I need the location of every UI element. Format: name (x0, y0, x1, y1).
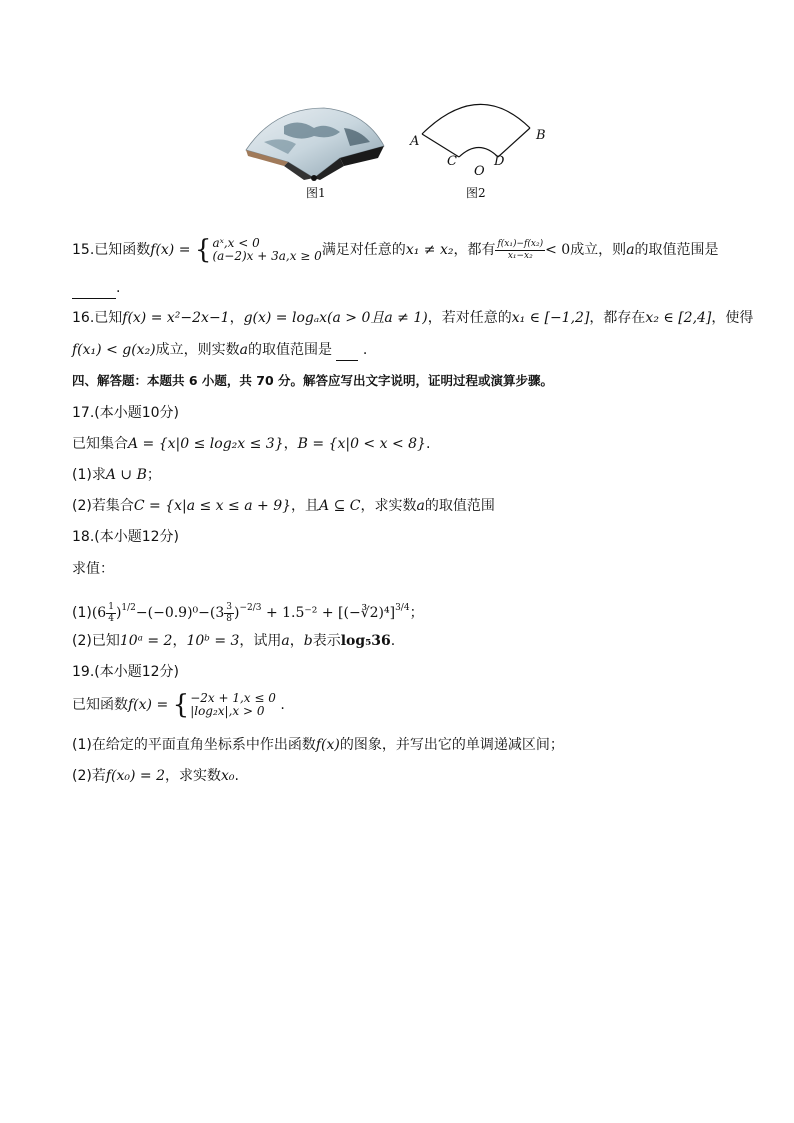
q17-p2-set-c: C = {x|a ≤ x ≤ a + 9} (133, 498, 292, 514)
figure-1-caption: 图1 (306, 186, 326, 200)
q19-brace: { (172, 690, 190, 720)
q17-set-b: B = {x|0 < x < 8} (297, 436, 426, 452)
q19-p1-text-2: 的图象，并写出它的单调递减区间； (339, 737, 564, 753)
q15-fraction (495, 239, 545, 262)
q19-given-end: . (280, 697, 285, 713)
q18-p2-sep-1: ， (172, 633, 187, 649)
q17-set-a: A = {x|0 ≤ log₂x ≤ 3} (128, 436, 284, 452)
q18-t4-exp: 3/4 (395, 603, 410, 613)
q18-t1-exp: 1/2 (121, 603, 136, 613)
q16-answer-blank (336, 340, 358, 361)
q18-p2-log: log₅36 (340, 633, 391, 649)
q17-p2-subset: A ⊆ C (319, 498, 361, 514)
q19-given-text: 已知函数 (72, 697, 128, 713)
q17-comma: ， (283, 436, 298, 452)
figure-1-fan (244, 106, 386, 182)
q18-ask: 求值： (72, 561, 114, 577)
q17-p2-text-2: ，且 (291, 498, 320, 514)
q15-frac-num: f(x₁)−f(x₂) (497, 238, 544, 249)
q17-p1-expr: A ∪ B (105, 467, 147, 483)
q17-head: 17.(本小题10分) (72, 405, 180, 421)
q16-text-4: 成立，则实数 (155, 342, 240, 358)
q16-sep-1: ， (229, 310, 244, 326)
q17-part-2 (72, 496, 495, 516)
q16-text-5: 的取值范围是 (248, 342, 332, 358)
q16-f-def: f(x) = x²−2x−1 (122, 310, 230, 326)
q18-p2-end: . (390, 633, 396, 649)
q15-fx: f(x) = (150, 242, 191, 258)
q18-term-4: + 1.5⁻² + [(−∛2)⁴] (265, 605, 396, 621)
q17-given-end: . (425, 436, 431, 452)
q15-frac-den: x₁−x₂ (507, 250, 533, 261)
q15-prefix: 15.已知函数 (72, 242, 151, 258)
q18-p1-end: ； (409, 605, 424, 621)
q16-x1-domain: x₁ ∈ [−1,2] (511, 310, 590, 326)
q16-text-2: ，都存在 (589, 310, 646, 326)
q17-given (72, 434, 430, 454)
q19-part-1 (72, 735, 564, 755)
q18-t1-close: ) (115, 605, 122, 621)
q17-p2-text-4: 的取值范围 (424, 498, 495, 514)
q18-head: 18.(本小题12分) (72, 529, 180, 545)
q16-line-2 (72, 340, 367, 361)
q15-answer-line (72, 278, 120, 299)
q16-text-1: ，若对任意的 (427, 310, 512, 326)
label-C: C (447, 154, 457, 169)
q15-case1: aˣ,x < 0 (212, 236, 260, 250)
q16-var-a: a (239, 342, 248, 358)
q17-p2-text: (2)若集合 (72, 498, 134, 514)
q17-p1-text: (1)求 (72, 467, 106, 483)
q15-case2: (a−2)x + 3a,x ≥ 0 (212, 249, 322, 263)
q19-case2: |log₂x|,x > 0 (190, 704, 265, 718)
q15-end: . (116, 280, 121, 296)
q15-brace: { (194, 235, 212, 265)
label-B: B (536, 128, 546, 143)
q18-p1-label: (1) (72, 605, 92, 621)
q18-t3-exp: −2/3 (239, 603, 262, 613)
q15-cases (212, 237, 321, 263)
figure-2-sector (404, 96, 554, 180)
q17-p2-var: a (416, 498, 425, 514)
q15-line (72, 236, 719, 264)
q16-g-def: g(x) = logₐx(a > 0且a ≠ 1) (243, 310, 428, 326)
q17-part-1 (72, 465, 161, 485)
label-O: O (474, 164, 485, 179)
q18-t1-num: 1 (108, 601, 114, 612)
q18-t3-num: 3 (226, 601, 233, 612)
q15-neq: x₁ ≠ x₂ (405, 242, 454, 258)
q18-p2-var-a: a (281, 633, 290, 649)
q17-p1-end: ； (146, 467, 161, 483)
q19-p2-var: x₀ (221, 768, 235, 784)
q15-tail: 的取值范围是 (634, 242, 719, 258)
q18-p2-text-3: 表示 (312, 633, 341, 649)
q18-p2-text-2: ，试用 (239, 633, 282, 649)
q19-cases (190, 692, 276, 718)
q15-answer-blank (72, 278, 116, 299)
q18-p2-eq-1: 10ᵃ = 2 (119, 633, 173, 649)
q18-t3-close: ) (234, 605, 240, 621)
q19-case1: −2x + 1,x ≤ 0 (190, 691, 276, 705)
q18-part-1 (72, 596, 424, 625)
q18-t3-den: 8 (226, 613, 233, 624)
q18-t1-den: 4 (108, 613, 114, 624)
q16-end: . (362, 342, 368, 358)
q19-p1-text: (1)在给定的平面直角坐标系中作出函数 (72, 737, 316, 753)
q16-x2-domain: x₂ ∈ [2,4] (645, 310, 712, 326)
figure-2-caption: 图2 (466, 186, 486, 200)
q19-given (72, 690, 285, 720)
q18-p2-eq-2: 10ᵇ = 3 (186, 633, 240, 649)
q15-cond3: 成立，则 (570, 242, 627, 258)
q16-text-3: ，使得 (711, 310, 754, 326)
q19-p2-eq: f(x₀) = 2 (105, 768, 165, 784)
q19-p2-text: (2)若 (72, 768, 106, 784)
q15-lt0: < 0 (545, 242, 571, 258)
q19-p2-end: . (234, 768, 239, 784)
q16-inequality: f(x₁) < g(x₂) (72, 342, 156, 358)
q19-head: 19.(本小题12分) (72, 664, 180, 680)
q15-cond1: 满足对任意的 (321, 242, 406, 258)
q18-term-3-frac (224, 602, 234, 625)
q19-p2-text-2: ，求实数 (165, 768, 221, 784)
q18-p2-var-b: b (303, 633, 313, 649)
q15-a: a (626, 242, 635, 258)
q18-term-2: −(−0.9)⁰−(3 (135, 605, 225, 621)
q19-part-2 (72, 766, 239, 786)
q18-part-2 (72, 631, 395, 651)
q18-p2-text: (2)已知 (72, 633, 120, 649)
section-4-heading: 四、解答题：本题共 6 小题，共 70 分。解答应写出文字说明，证明过程或演算步骤。 (72, 373, 554, 388)
q18-term-1-frac (106, 602, 116, 625)
q18-term-1-base: (6 (91, 605, 107, 621)
label-D: D (494, 154, 505, 169)
q18-p2-sep-2: ， (289, 633, 304, 649)
q15-cond2: ，都有 (453, 242, 496, 258)
q17-given-text: 已知集合 (72, 436, 128, 452)
q19-p1-fx: f(x) (315, 737, 340, 753)
fan-illustration (244, 106, 386, 182)
q16-prefix: 16.已知 (72, 310, 123, 326)
q19-fx: f(x) = (128, 697, 169, 713)
label-A: A (410, 134, 420, 149)
q16-line-1 (72, 308, 753, 328)
q17-p2-text-3: ，求实数 (360, 498, 417, 514)
